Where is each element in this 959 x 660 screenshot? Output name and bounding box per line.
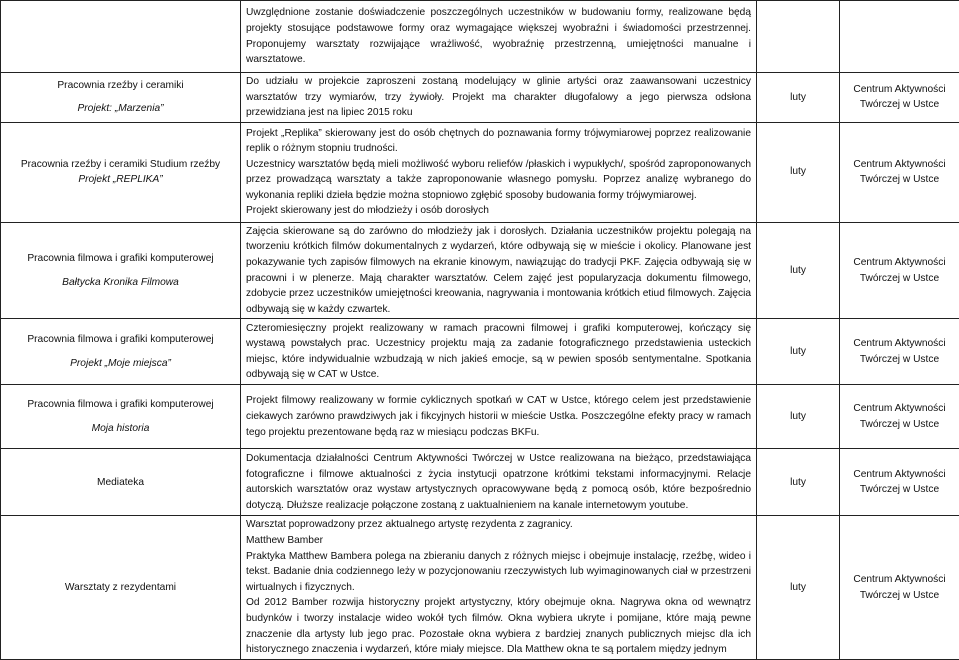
description-paragraph: Uwzględnione zostanie doświadczenie poszczególnych uczestników w budowaniu formy, realizowane będą projekty stosujące podstawowe formy oraz wymagające większej wyobraźni i świadomości przestrzennej. Proponujemy warsztaty rozwijające wrażliwość, wyobraźnię przestrzenną, umiejętności manualne i warsztatowe. [246,5,751,67]
place-cell: Centrum Aktywności Twórczej w Ustce [840,319,959,385]
description-cell [241,122,757,222]
unit-cell [1,73,241,123]
month-cell: luty [757,385,840,449]
month-cell: luty [757,222,840,319]
description-paragraph: Czteromiesięczny projekt realizowany w ramach pracowni filmowej i grafiki komputerowej, kończący się wystawą powstałych prac. Uczestnicy projektu mają za zadanie fotograficznego przedstawienia usteckich miejsc, które indywidualnie wzbudzają w nich jakieś emocje, są w pewien sposób sentymentalne. Spotkania odbywają się w CAT w Ustce. [246,321,751,383]
place-cell: Centrum Aktywności Twórczej w Ustce [840,449,959,516]
table-row [1,319,959,385]
unit-name: Warsztaty z rezydentami [5,580,236,596]
unit-cell [1,449,241,516]
description-cell [241,73,757,123]
unit-cell [1,385,241,449]
unit-name: Pracownia filmowa i grafiki komputerowej [5,332,236,348]
place-cell: Centrum Aktywności Twórczej w Ustce [840,516,959,659]
project-title: Bałtycka Kronika Filmowa [5,275,236,291]
description-cell [241,1,757,73]
month-cell: luty [757,73,840,123]
project-title: Projekt: „Marzenia” [5,101,236,117]
description-cell [241,319,757,385]
unit-name: Pracownia rzeźby i ceramiki Studium rzeźby [5,157,236,173]
unit-cell [1,319,241,385]
description-paragraph: Do udziału w projekcie zaproszeni zostaną modelujący w glinie artyści oraz zaawansowani uczestnicy warsztatów trzy wymiarów, trzy żywioły. Projekt ma charakter długofalowy a jego pierwsza odsłona przewidziana jest na lipiec 2015 roku [246,74,751,121]
month-cell: luty [757,516,840,659]
place-cell: Centrum Aktywności Twórczej w Ustce [840,122,959,222]
unit-name: Pracownia filmowa i grafiki komputerowej [5,251,236,267]
description-cell [241,516,757,659]
place-cell [840,1,959,73]
table-row [1,122,959,222]
description-cell [241,385,757,449]
table-row [1,222,959,319]
place-cell: Centrum Aktywności Twórczej w Ustce [840,385,959,449]
unit-cell [1,122,241,222]
project-title: Projekt „REPLIKA” [5,172,236,188]
description-paragraph: Uczestnicy warsztatów będą mieli możliwość wyboru reliefów /płaskich i wypukłych/, spośród zaproponowanych przez prowadzącą warsztaty a także zaproponowanie własnego pomysłu. Poprzez analizę wybranego do wykonania repliki dzieła będzie można stopniowo zgłębić sposoby budowania formy trójwymiarowej. [246,157,751,204]
description-paragraph: Zajęcia skierowane są do zarówno do młodzieży jak i dorosłych. Działania uczestników projektu polegają na tworzeniu krótkich filmów dokumentalnych z wydarzeń, które odbywają się w mieście i okolicy. Planowane jest pokazywanie tych zapisów filmowych na ekranie kinowym, nawiązując do tradycji PKF. Zajęcia odbywają się w pracowni i w plenerze. Mają charakter warsztatów. Celem zajęć jest popularyzacja dokumentu filmowego, zdobycie przez uczestników umiejętności kreowania, nagrywania i montowania krótkich etiud filmowych. Zajęcia odbywają się w każdy czwartek. [246,224,751,318]
description-cell [241,222,757,319]
table-row [1,516,959,659]
table-row [1,1,959,73]
description-paragraph: Projekt „Replika” skierowany jest do osób chętnych do poznawania formy trójwymiarowej poprzez realizowanie replik o różnym stopniu trudności. [246,126,751,157]
unit-name: Pracownia filmowa i grafiki komputerowej [5,397,236,413]
description-paragraph: Praktyka Matthew Bambera polega na zbieraniu danych z różnych miejsc i obejmuje instalację, rzeźbę, wideo i tekst. Badanie dnia codziennego leży w pozycjonowaniu rzeczywistych lub wyimaginowanych ciał w przestrzeni wirtualnych i fizycznych. [246,549,751,596]
description-cell [241,449,757,516]
table-row [1,73,959,123]
table-row [1,385,959,449]
description-paragraph: Dokumentacja działalności Centrum Aktywności Twórczej w Ustce realizowana na bieżąco, przedstawiająca fotograficzne i filmowe aktualności z życia instytucji opatrzone krótkimi tekstami informacyjnymi. Relacje autorskich warsztatów oraz wystaw artystycznych opracowywane będą z pomocą osób, które bezpośrednio dotyczą. Dłuższe realizacje połączone zostaną z uaktualnieniem na kanale internetowym youtube. [246,451,751,513]
unit-cell [1,516,241,659]
description-paragraph: Matthew Bamber [246,533,751,549]
table-row [1,449,959,516]
month-cell: luty [757,122,840,222]
place-cell: Centrum Aktywności Twórczej w Ustce [840,73,959,123]
description-paragraph: Projekt skierowany jest do młodzieży i osób dorosłych [246,203,751,219]
unit-name: Mediateka [5,475,236,491]
unit-name: Pracownia rzeźby i ceramiki [5,78,236,94]
project-title: Projekt „Moje miejsca” [5,356,236,372]
month-cell: luty [757,449,840,516]
project-title: Moja historia [5,421,236,437]
unit-cell [1,222,241,319]
description-paragraph: Od 2012 Bamber rozwija historyczny projekt artystyczny, który obejmuje okna. Nagrywa okna od wewnątrz budynków i tworzy instalacje wideo wokół tych filmów. Okna wybiera ukryte i pomijane, które mają pewne znaczenie dla artysty lub jego prac. Pozostałe okna wybiera z bardziej znanych publicznych miejsc dla ich historycznego znaczenia i wydarzeń, które miały miejsce. Dla Matthew okna te są portalem między jednym [246,595,751,657]
month-cell: luty [757,319,840,385]
description-paragraph: Warsztat poprowadzony przez aktualnego artystę rezydenta z zagranicy. [246,517,751,533]
unit-cell [1,1,241,73]
description-paragraph: Projekt filmowy realizowany w formie cyklicznych spotkań w CAT w Ustce, którego celem jest przedstawienie ciekawych zarówno prawdziwych jak i fikcyjnych historii w mieście Ustka. Poszczególne efekty pracy w ramach tego projektu prezentowane będą raz w miesiącu podczas BKFu. [246,393,751,440]
place-cell: Centrum Aktywności Twórczej w Ustce [840,222,959,319]
month-cell [757,1,840,73]
